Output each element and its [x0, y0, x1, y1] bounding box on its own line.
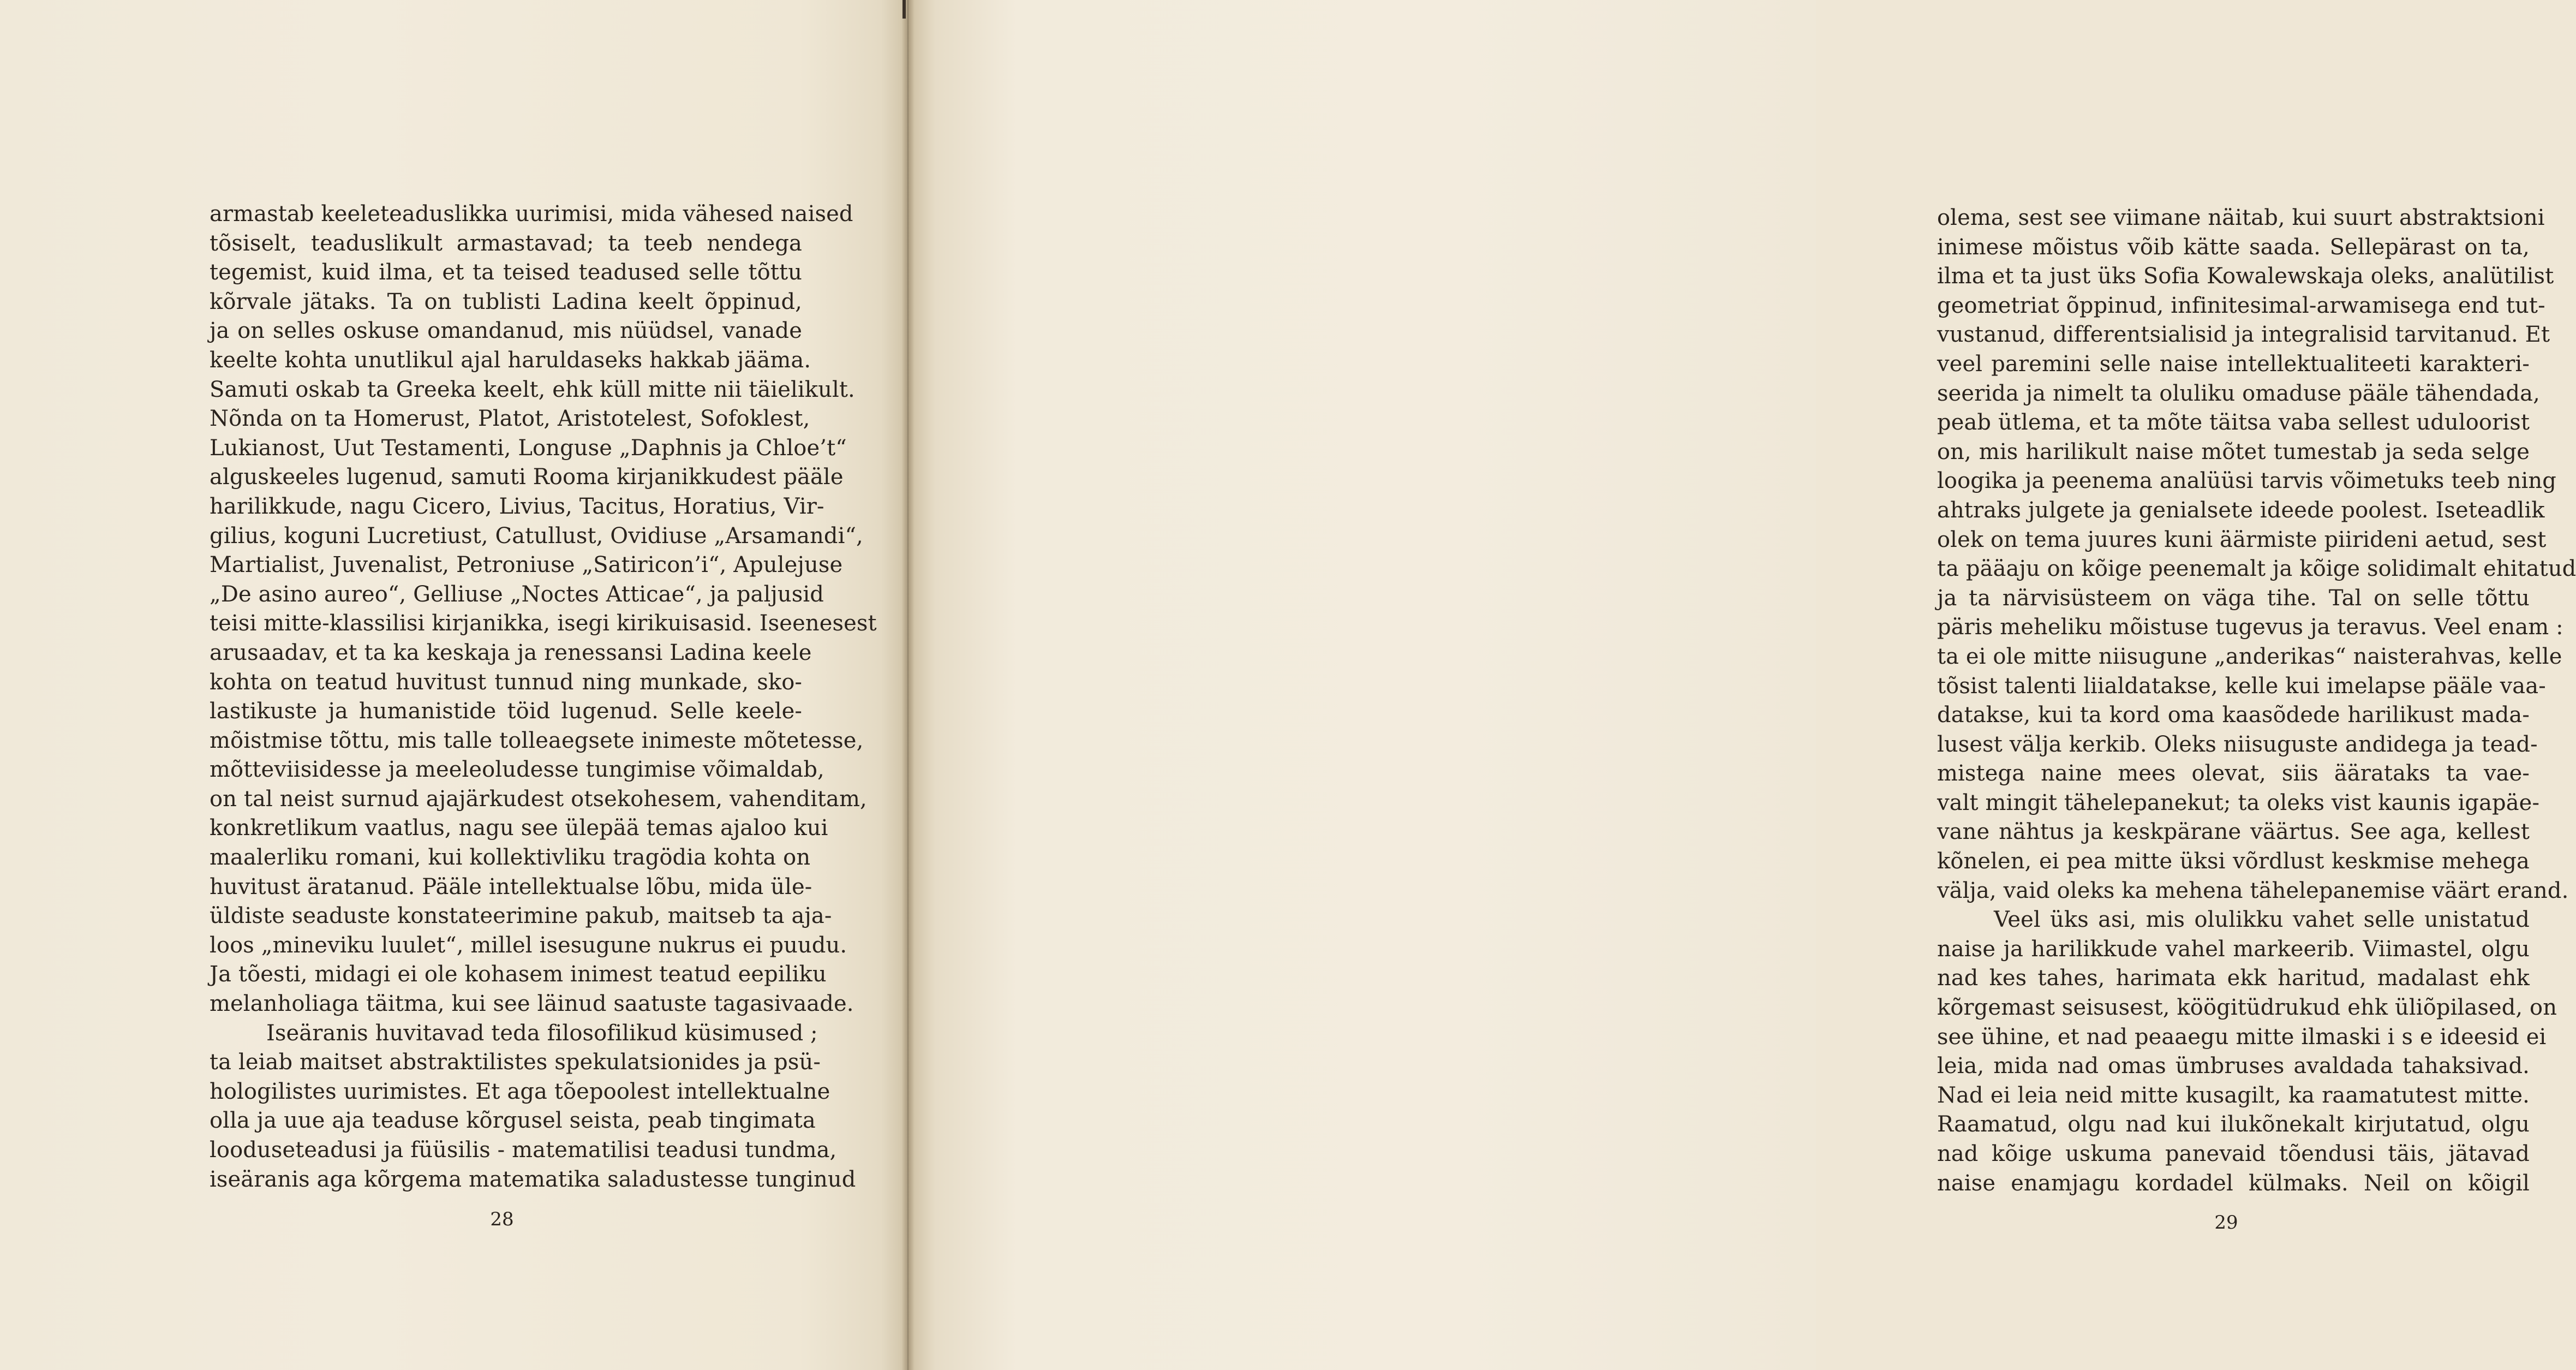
text-line: loos „mineviku luulet“, millel isesugune nukrus ei puudu. — [210, 932, 847, 958]
text-line: mistega naine mees olevat, siis äärataks ta vae- — [1937, 761, 2530, 787]
text-line: ta pääaju on kõige peenemalt ja kõige solidimalt ehitatud — [1937, 556, 2576, 582]
text-line: on, mis harilikult naise mõtet tumestab ja seda selge — [1937, 439, 2530, 464]
left-page-text — [210, 200, 877, 1194]
text-line: on tal neist surnud ajajärkudest otsekohesem, vahenditam, — [210, 786, 867, 812]
text-line: nad kes tahes, harimata ekk haritud, madalast ehk — [1937, 966, 2530, 991]
text-line: loogika ja peenema analüüsi tarvis võimetuks teeb ning — [1937, 468, 2556, 494]
text-line: kõnelen, ei pea mitte üksi võrdlust keskmise mehega — [1937, 849, 2530, 874]
text-line: tegemist, kuid ilma, et ta teised teadused selle tõttu — [210, 260, 802, 285]
text-line: konkretlikum vaatlus, nagu see ülepää temas ajaloo kui — [210, 815, 828, 841]
text-line: Martialist, Juvenalist, Petroniuse „Satiricon’i“, Apulejuse — [210, 552, 843, 578]
text-line: päris meheliku mõistuse tugevus ja teravus. Veel enam : — [1937, 615, 2563, 640]
text-line: teisi mitte-klassilisi kirjanikka, isegi kirikuisasid. Iseenesest — [210, 611, 877, 636]
text-line: alguskeeles lugenud, samuti Rooma kirjanikkudest pääle — [210, 464, 844, 490]
text-line: geometriat õppinud, infinitesimal-arwamisega end tut- — [1937, 293, 2545, 318]
text-line: datakse, kui ta kord oma kaasõdede harilikust mada- — [1937, 702, 2530, 728]
text-line: valt mingit tähelepanekut; ta oleks vist kaunis igapäe- — [1937, 790, 2540, 815]
left-page-number: 28 — [490, 1208, 514, 1230]
text-line: huvitust äratanud. Pääle intellektualse lõbu, mida üle- — [210, 874, 812, 900]
text-line: tõsiselt, teaduslikult armastavad; ta teeb nendega — [210, 230, 802, 256]
text-line: veel paremini selle naise intellektualiteeti karakteri- — [1937, 351, 2530, 377]
text-line: olek on tema juures kuni äärmiste piirideni aetud, sest — [1937, 527, 2547, 552]
text-line: Iseäranis huvitavad teda filosofilikud küsimused ; — [266, 1020, 818, 1046]
text-line: iseäranis aga kõrgema matematika saladustesse tunginud — [210, 1166, 856, 1192]
text-line: ahtraks julgete ja genialsete ideede poolest. Iseteadlik — [1937, 497, 2545, 523]
text-line: üldiste seaduste konstateerimine pakub, maitseb ta aja- — [210, 903, 832, 929]
text-line: maalerliku romani, kui kollektivliku tragödia kohta on — [210, 845, 811, 871]
text-line: ta leiab maitset abstraktilistes spekulatsionides ja psü- — [210, 1050, 821, 1075]
text-line: naise ja harilikkude vahel markeerib. Viimastel, olgu — [1937, 936, 2530, 962]
text-line: Lukianost, Uut Testamenti, Longuse „Daphnis ja Chloe’t“ — [210, 435, 847, 461]
text-line: ilma et ta just üks Sofia Kowalewskaja oleks, analütilist — [1937, 264, 2554, 289]
text-line: mõtteviisidesse ja meeleoludesse tungimise võimaldab, — [210, 757, 824, 783]
text-line: hologilistes uurimistes. Et aga tõepoolest intellektualne — [210, 1079, 830, 1104]
text-line: kõrvale jätaks. Ta on tublisti Ladina keelt õppinud, — [210, 289, 802, 314]
text-line: gilius, koguni Lucretiust, Catullust, Ovidiuse „Arsamandi“, — [210, 523, 863, 549]
text-line: lusest välja kerkib. Oleks niisuguste andidega ja tead- — [1937, 731, 2538, 757]
text-line: armastab keeleteaduslikka uurimisi, mida vähesed naised — [210, 201, 853, 227]
text-line: Samuti oskab ta Greeka keelt, ehk küll mitte nii täielikult. — [210, 377, 855, 402]
text-line: „De asino aureo“, Gelliuse „Noctes Atticae“, ja paljusid — [210, 581, 824, 607]
text-line: harilikkude, nagu Cicero, Livius, Tacitus, Horatius, Vir- — [210, 493, 824, 519]
text-line: naise enamjagu kordadel külmaks. Neil on kõigil — [1937, 1170, 2530, 1196]
right-page — [908, 0, 2576, 1370]
text-line: välja, vaid oleks ka mehena tähelepanemise väärt erand. — [1937, 878, 2569, 903]
text-line: mõistmise tõttu, mis talle tolleaegsete inimeste mõtetesse, — [210, 728, 864, 753]
text-line: olema, sest see viimane näitab, kui suurt abstraktsioni — [1937, 205, 2545, 230]
text-line: nad kõige uskuma panevaid tõendusi täis, jätavad — [1937, 1141, 2530, 1166]
right-page-text — [1937, 204, 2576, 1198]
text-line: Raamatud, olgu nad kui ilukõnekalt kirjutatud, olgu — [1937, 1112, 2530, 1137]
text-line: inimese mõistus võib kätte saada. Sellepärast on ta, — [1937, 234, 2530, 260]
page-edge-mark — [903, 0, 906, 19]
text-line: melanholiaga täitma, kui see läinud saatuste tagasivaade. — [210, 991, 854, 1017]
text-line: ja on selles oskuse omandanud, mis nüüdsel, vanade — [210, 318, 802, 344]
text-line: keelte kohta unutlikul ajal haruldaseks hakkab jääma. — [210, 347, 811, 373]
text-line: looduseteadusi ja füüsilis - matematilisi teadusi tundma, — [210, 1137, 837, 1163]
text-line: Ja tõesti, midagi ei ole kohasem inimest teatud eepiliku — [210, 962, 827, 987]
text-line: seerida ja nimelt ta oluliku omaduse pääle tähendada, — [1937, 380, 2540, 406]
text-line: kõrgemast seisusest, köögitüdrukud ehk üliõpilased, on — [1937, 995, 2557, 1021]
text-line: ta ei ole mitte niisugune „anderikas“ naisterahvas, kelle — [1937, 644, 2562, 669]
text-line: vustanud, differentsialisid ja integralisid tarvitanud. Et — [1937, 322, 2550, 348]
text-line: olla ja uue aja teaduse kõrgusel seista, peab tingimata — [210, 1108, 816, 1134]
text-line: kohta on teatud huvitust tunnud ning munkade, sko- — [210, 669, 802, 695]
book-gutter — [901, 0, 915, 1370]
text-line: vane nähtus ja keskpärane väärtus. See aga, kellest — [1937, 819, 2530, 845]
text-line: peab ütlema, et ta mõte täitsa vaba sellest uduloorist — [1937, 410, 2530, 436]
text-line: see ühine, et nad peaaegu mitte ilmaski i s e ideesid ei — [1937, 1024, 2547, 1050]
left-page — [0, 0, 908, 1370]
text-line: Nad ei leia neid mitte kusagilt, ka raamatutest mitte. — [1937, 1082, 2530, 1108]
text-line: ja ta närvisüsteem on väga tihe. Tal on selle tõttu — [1937, 585, 2530, 611]
text-line: lastikuste ja humanistide töid lugenud. Selle keele- — [210, 699, 802, 724]
text-line: Nõnda on ta Homerust, Platot, Aristotelest, Sofoklest, — [210, 406, 810, 432]
right-page-number: 29 — [2214, 1212, 2238, 1234]
text-line: arusaadav, et ta ka keskaja ja renessansi Ladina keele — [210, 640, 812, 665]
text-line: leia, mida nad omas ümbruses avaldada tahaksivad. — [1937, 1053, 2530, 1079]
text-line: Veel üks asi, mis olulikku vahet selle unistatud — [1994, 907, 2530, 933]
text-line: tõsist talenti liialdatakse, kelle kui imelapse pääle vaa- — [1937, 673, 2546, 699]
